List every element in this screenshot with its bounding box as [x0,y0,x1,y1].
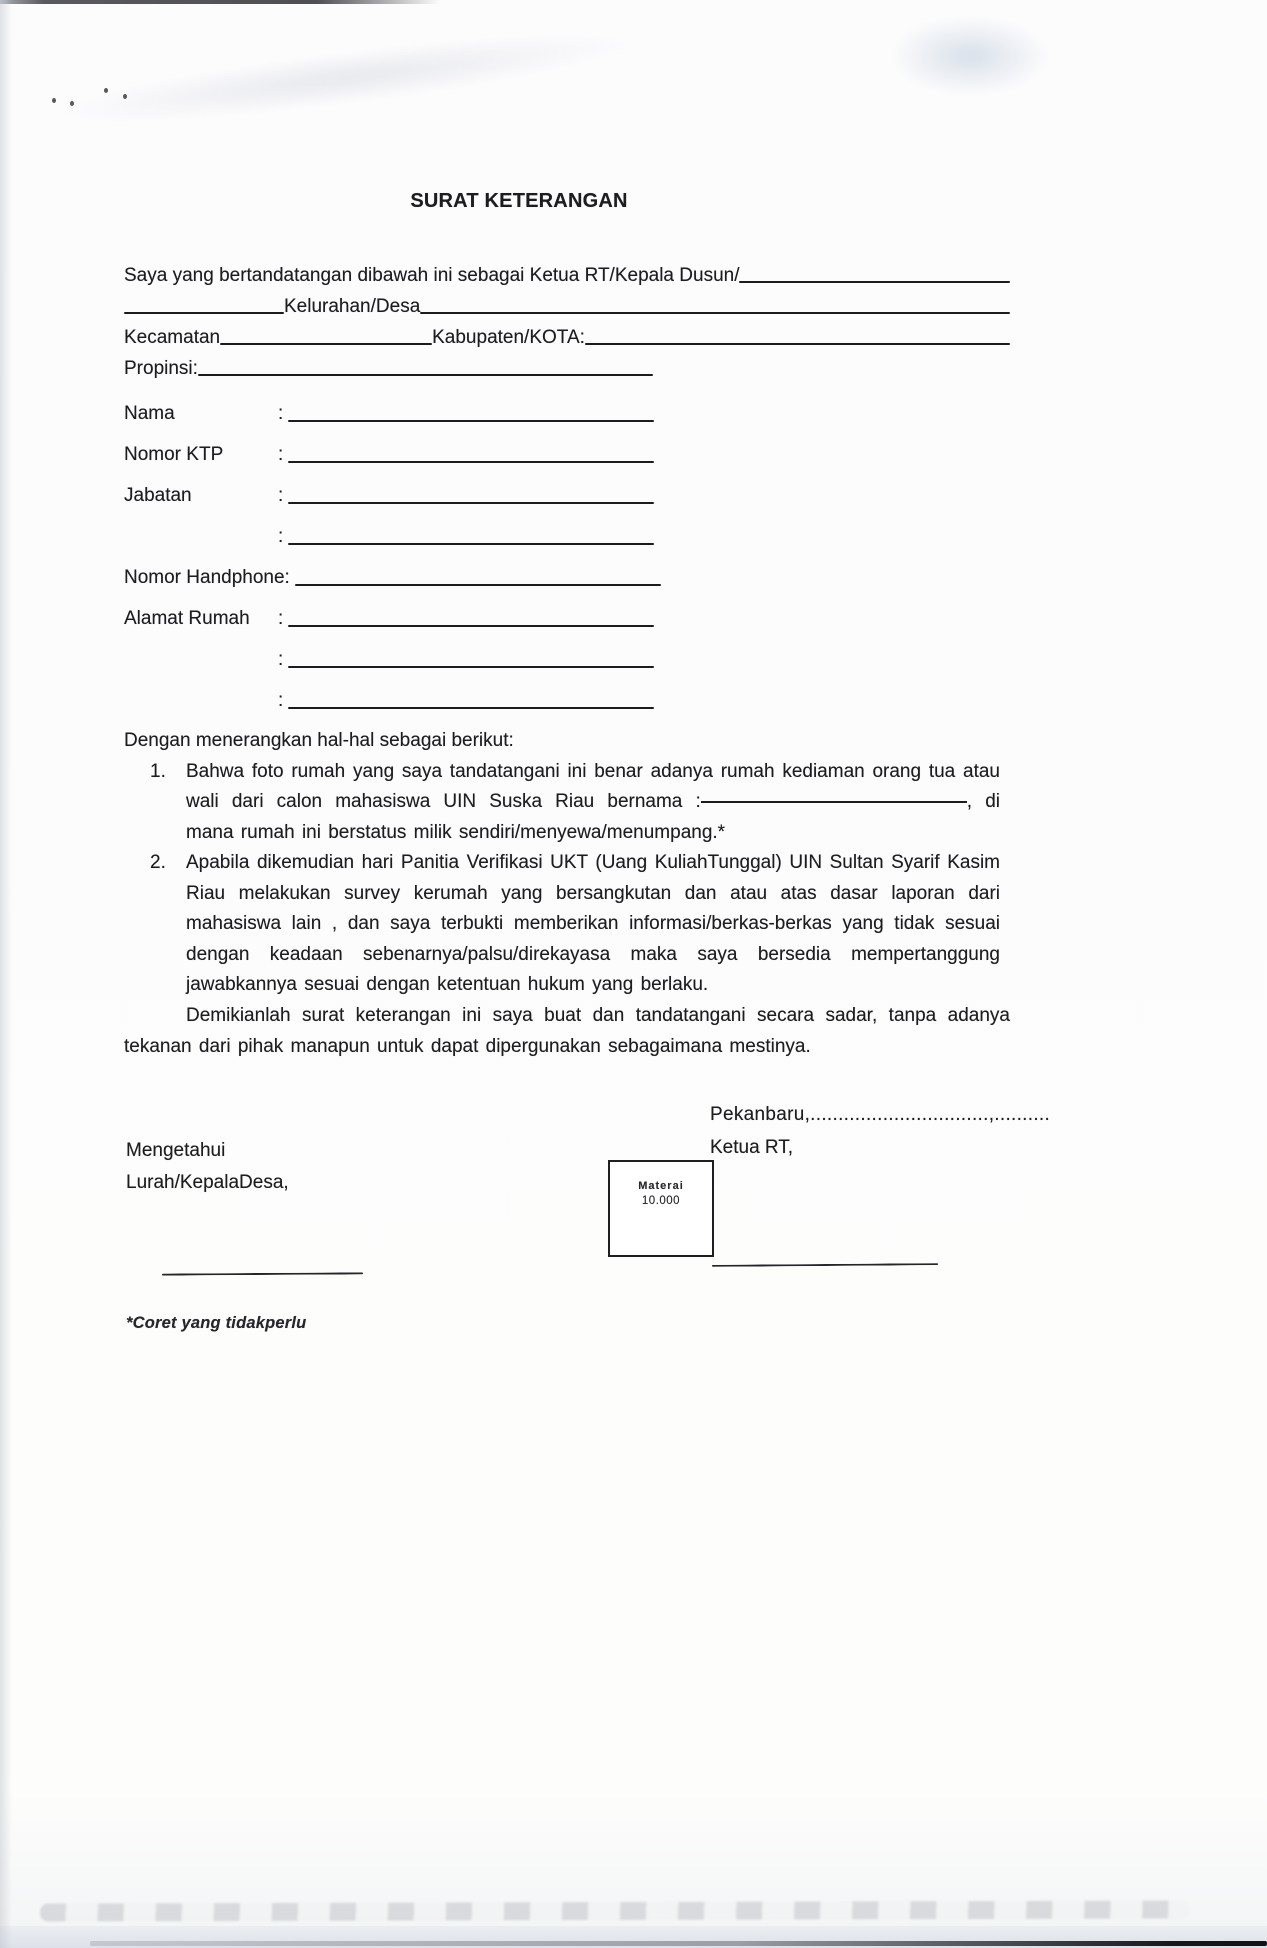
materai-stamp-value: 10.000 [641,1195,681,1207]
field-colon: : [278,444,284,465]
closing-paragraph: Demikianlah surat keterangan ini saya buat dan tandatangani secara sadar, tanpa adanya tekanan dari pihak manapun untuk dapat dipergunakan sebagaimana mestinya. [124,1005,1010,1057]
field-colon: : [278,403,284,424]
blank-line-nomor-handphone [295,584,661,586]
blank-line-alamat-2 [288,666,654,668]
field-label: Jabatan [124,485,192,506]
blank-line-extra-1 [288,543,654,545]
materai-stamp-label: Materai [638,1180,684,1192]
field-label: Alamat Rumah [124,608,250,629]
list-item-1 [124,757,1010,849]
scan-artifact-bottom-bar [90,1941,1267,1946]
field-row-extra-1 [124,513,664,554]
document-title: SURAT KETERANGAN [410,190,628,212]
footnote: *Coret yang tidakperlu [126,1314,307,1332]
scan-artifact-bottom-band [0,1926,1267,1948]
scan-artifact-bottom-smudge [40,1900,1190,1921]
field-row-extra-2 [124,636,664,677]
intro-paragraph [124,258,1010,382]
intro-line-3 [124,320,1010,351]
scan-speck [123,94,127,99]
field-colon: : [284,567,290,588]
field-row-extra-3 [124,677,664,718]
field-colon: : [278,485,284,506]
field-colon: : [278,690,284,711]
field-colon: : [278,608,284,629]
field-row-nama [124,390,664,431]
blank-line-student-name [701,800,967,803]
blank-line-kelurahan [420,312,1010,314]
intro-text: Kelurahan/Desa [284,296,421,317]
materai-stamp-box [608,1160,714,1257]
list-item-2 [124,848,1010,1001]
field-row-nomor-handphone [124,554,664,595]
signature-line-left [162,1272,363,1275]
blank-line-dusun [739,281,1010,283]
list-item-1-text-before: Bahwa foto rumah yang saya tandatangani ini benar adanya rumah kediaman orang tua atau wali dari calon mahasiswa UIN Suska Riau bernama : [186,760,1000,812]
list-number-1: 1. [150,760,166,782]
scan-artifact-top-right-patch [890,16,1050,96]
field-label: Nomor Handphone [124,567,285,588]
scan-artifact-top-strip [0,0,440,4]
scan-speck [104,88,108,93]
list-number-2: 2. [150,852,166,873]
list-item-2-text: Apabila dikemudian hari Panitia Verifikasi UKT (Uang KuliahTunggal) UIN Sultan Syarif Kasim Riau melakukan survey kerumah yang bersangkutan dan atau atas dasar laporan dari mahasiswa lain , dan saya terbukti memberikan informasi/berkas-berkas yang tidak sesuai dengan keadaan sebenarnya/palsu/direkayasa maka saya bersedia mempertanggung jawabkannya sesuai dengan ketentuan hukum yang berlaku. [186,852,1000,995]
scan-artifact-left-edge [0,0,12,1948]
field-row-alamat-rumah [124,595,664,636]
signature-line-right [712,1263,938,1267]
blank-line-nomor-ktp [288,461,654,463]
field-row-nomor-ktp [124,431,664,472]
fields-block [124,390,664,718]
statement-intro: Dengan menerangkan hal-hal sebagai berikut: [124,730,514,751]
scan-artifact-pencil-smudge [54,17,636,139]
blank-line-kabupaten [585,343,1010,345]
signature-left-line-1: Mengetahui [126,1140,226,1161]
intro-text: Kecamatan [124,327,221,348]
blank-line-alamat-1 [288,625,654,627]
blank-line-propinsi [198,374,653,376]
blank-line-jabatan [288,502,654,504]
field-colon: : [278,649,284,670]
scan-speck [52,98,56,103]
signature-right-role: Ketua RT, [710,1137,794,1158]
signature-left-line-2: Lurah/KepalaDesa, [126,1172,289,1193]
intro-line-4 [124,351,1010,382]
blank-line-kecamatan [220,343,432,345]
intro-text: Kabupaten/KOTA: [432,327,585,348]
field-row-jabatan [124,472,664,513]
field-label: Nama [124,403,175,424]
statement-block [124,726,1010,1001]
field-colon: : [278,526,284,547]
field-label: Nomor KTP [124,444,224,465]
signature-place-date: Pekanbaru,................................,.......... [710,1104,1051,1125]
blank-line-alamat-3 [288,707,654,709]
scan-speck [70,101,74,106]
intro-text: Saya yang bertandatangan dibawah ini sebagai Ketua RT/Kepala Dusun/ [124,265,740,286]
intro-line-2 [124,289,1010,320]
blank-line-nama [288,420,654,422]
intro-line-1 [124,258,1010,289]
list-item-1-text-after: , di mana rumah ini berstatus milik sendiri/menyewa/menumpang.* [186,791,1000,843]
blank-line-continued [124,312,284,314]
intro-text: Propinsi: [124,358,198,379]
